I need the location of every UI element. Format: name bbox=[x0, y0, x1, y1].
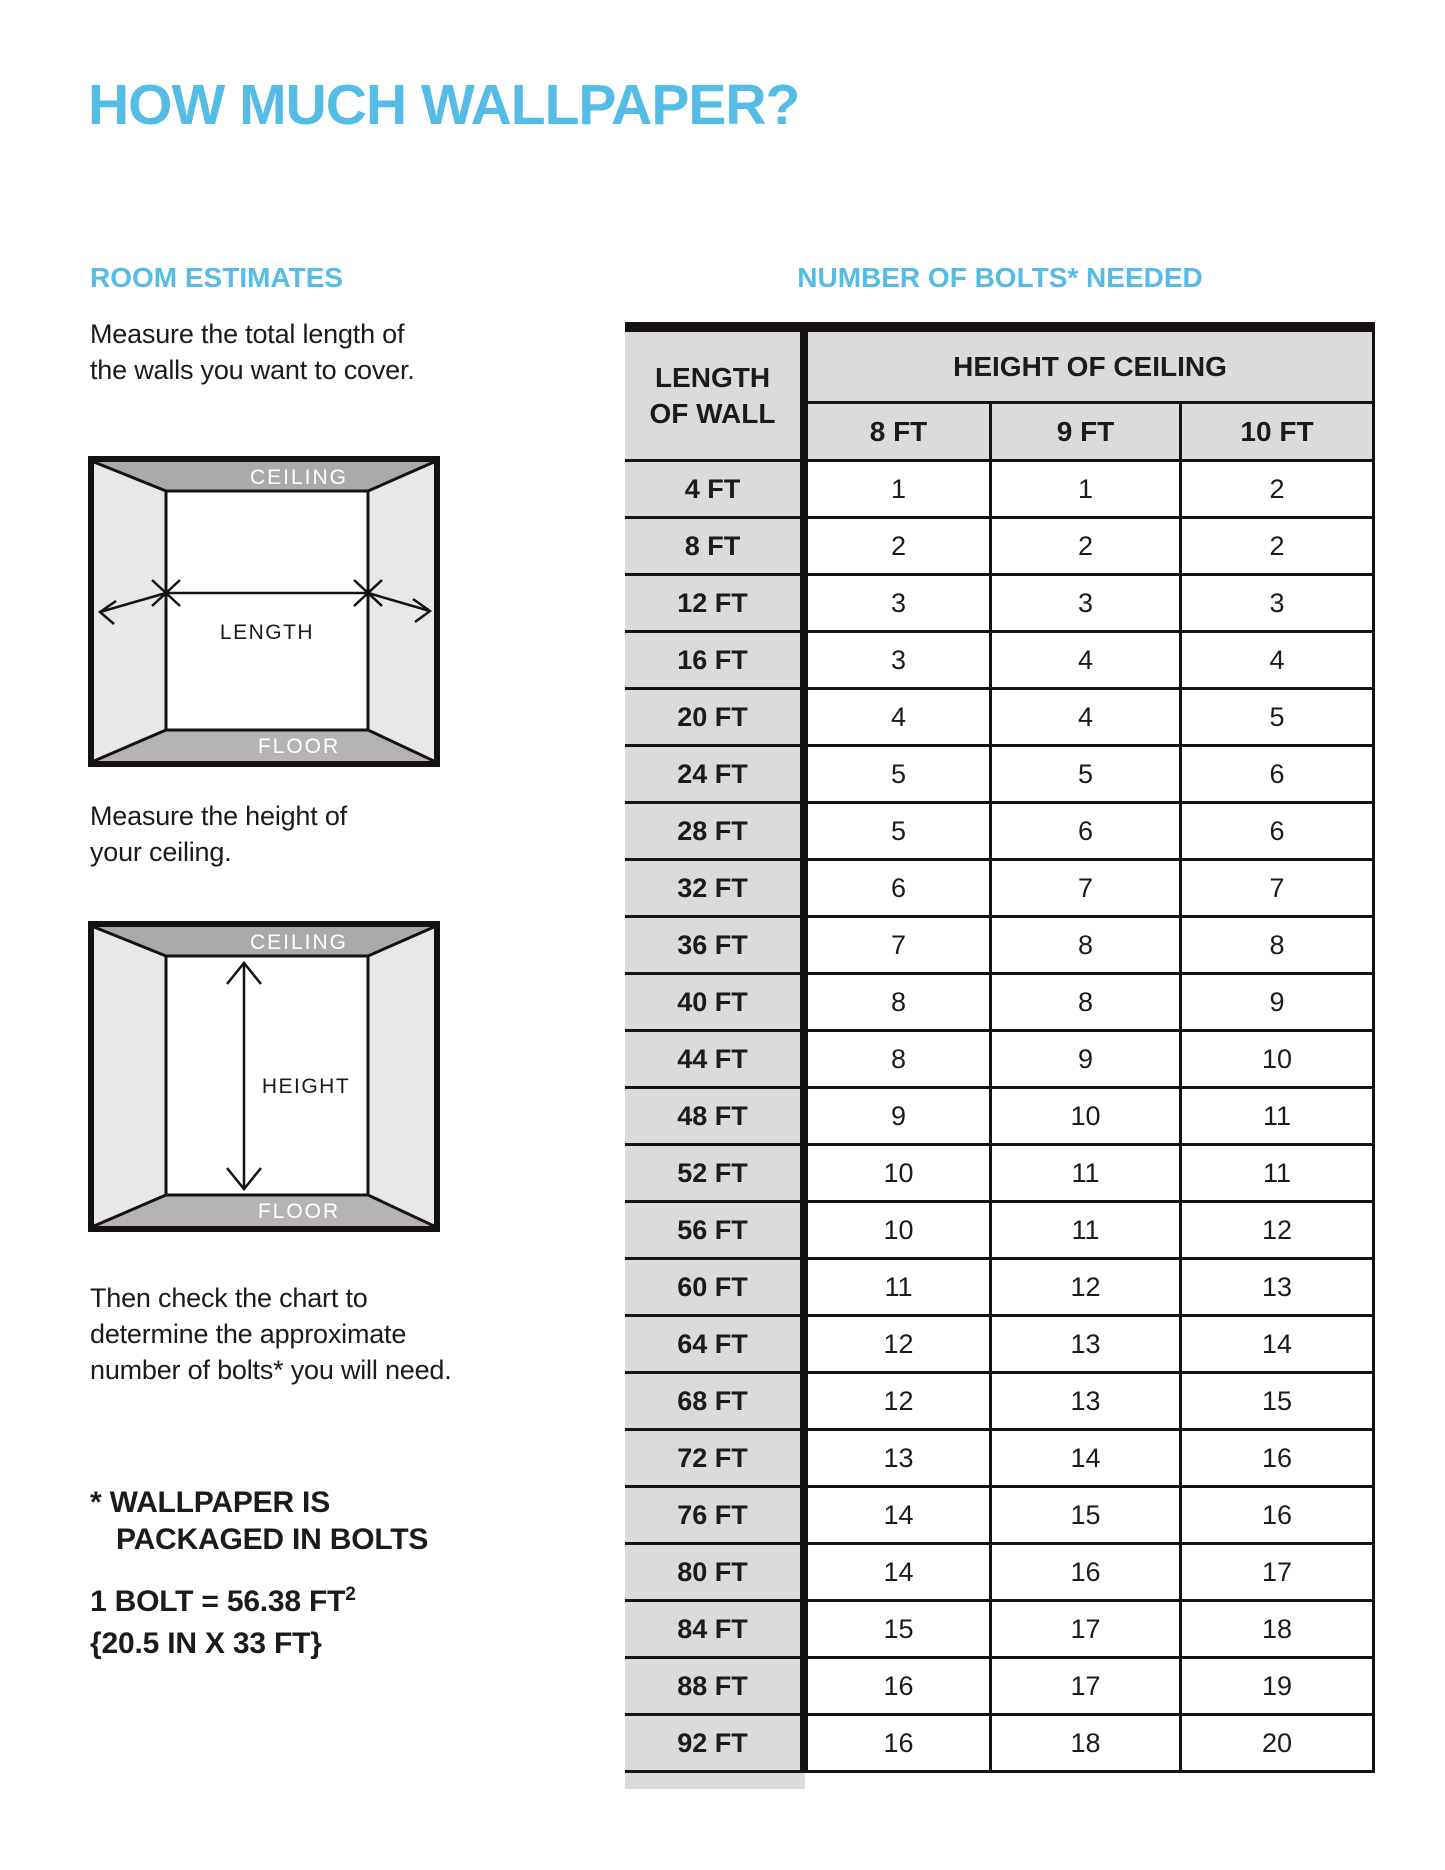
bolt-count-cell: 9 bbox=[808, 1089, 989, 1143]
right-wall-surface bbox=[368, 927, 434, 1226]
row-header-length: 16 FT bbox=[625, 633, 805, 687]
bolt-count-cell: 9 bbox=[1182, 975, 1372, 1029]
bolt-count-cell: 15 bbox=[992, 1488, 1179, 1542]
footnote-line: * WALLPAPER IS bbox=[90, 1486, 330, 1519]
check-chart-paragraph bbox=[90, 1280, 452, 1388]
bolt-count-cell: 7 bbox=[1182, 861, 1372, 915]
bolt-count-cell: 13 bbox=[992, 1317, 1179, 1371]
bolt-count-cell: 11 bbox=[992, 1146, 1179, 1200]
bolt-count-cell: 14 bbox=[808, 1488, 989, 1542]
length-of-wall-header bbox=[625, 332, 805, 459]
bolt-count-cell: 10 bbox=[808, 1146, 989, 1200]
row-header-length: 40 FT bbox=[625, 975, 805, 1029]
bolt-count-cell: 6 bbox=[1182, 747, 1372, 801]
bolts-footnote bbox=[90, 1484, 428, 1558]
floor-label: FLOOR bbox=[257, 735, 341, 758]
bolt-count-cell: 5 bbox=[992, 747, 1179, 801]
bolt-count-cell: 18 bbox=[992, 1716, 1179, 1770]
bolt-count-cell: 4 bbox=[808, 690, 989, 744]
floor-label: FLOOR bbox=[257, 1200, 341, 1223]
bolt-count-cell: 10 bbox=[1182, 1032, 1372, 1086]
bolt-count-cell: 7 bbox=[808, 918, 989, 972]
bolt-count-cell: 2 bbox=[1182, 519, 1372, 573]
table-footer-strip bbox=[625, 1773, 805, 1789]
bolt-count-cell: 9 bbox=[992, 1032, 1179, 1086]
bolt-count-cell: 3 bbox=[808, 576, 989, 630]
bolt-count-cell: 7 bbox=[992, 861, 1179, 915]
bolt-count-cell: 13 bbox=[992, 1374, 1179, 1428]
row-header-length: 76 FT bbox=[625, 1488, 805, 1542]
room-height-illustration bbox=[94, 927, 434, 1226]
row-header-length: 32 FT bbox=[625, 861, 805, 915]
header-line: OF WALL bbox=[649, 397, 776, 429]
row-header-length: 64 FT bbox=[625, 1317, 805, 1371]
bolt-count-cell: 20 bbox=[1182, 1716, 1372, 1770]
bolt-count-cell: 19 bbox=[1182, 1659, 1372, 1713]
bolts-table bbox=[625, 322, 1375, 1773]
row-header-length: 56 FT bbox=[625, 1203, 805, 1257]
row-header-length: 92 FT bbox=[625, 1716, 805, 1770]
column-header-10ft: 10 FT bbox=[1182, 404, 1372, 459]
bolt-count-cell: 11 bbox=[992, 1203, 1179, 1257]
bolt-count-cell: 4 bbox=[992, 690, 1179, 744]
row-header-length: 24 FT bbox=[625, 747, 805, 801]
paragraph-line: Then check the chart to bbox=[90, 1283, 368, 1313]
paragraph-line: determine the approximate bbox=[90, 1319, 407, 1349]
row-header-length: 8 FT bbox=[625, 519, 805, 573]
bolt-count-cell: 8 bbox=[992, 975, 1179, 1029]
bolt-dimensions: {20.5 IN X 33 FT} bbox=[90, 1627, 322, 1660]
bolt-count-cell: 15 bbox=[808, 1602, 989, 1656]
bolt-count-cell: 3 bbox=[992, 576, 1179, 630]
bolt-count-cell: 11 bbox=[1182, 1089, 1372, 1143]
bolt-count-cell: 16 bbox=[1182, 1488, 1372, 1542]
bolt-count-cell: 17 bbox=[1182, 1545, 1372, 1599]
measure-length-paragraph bbox=[90, 316, 415, 388]
column-header-8ft: 8 FT bbox=[808, 404, 989, 459]
bolt-count-cell: 11 bbox=[1182, 1146, 1372, 1200]
paragraph-line: your ceiling. bbox=[90, 837, 232, 867]
row-header-length: 88 FT bbox=[625, 1659, 805, 1713]
paragraph-line: number of bolts* you will need. bbox=[90, 1355, 452, 1385]
row-header-length: 52 FT bbox=[625, 1146, 805, 1200]
page-title: HOW MUCH WALLPAPER? bbox=[88, 73, 800, 137]
bolt-count-cell: 4 bbox=[992, 633, 1179, 687]
bolt-count-cell: 16 bbox=[808, 1659, 989, 1713]
bolt-count-cell: 12 bbox=[992, 1260, 1179, 1314]
bolt-count-cell: 1 bbox=[992, 462, 1179, 516]
ceiling-label: CEILING bbox=[249, 466, 349, 489]
paragraph-line: Measure the total length of bbox=[90, 319, 405, 349]
paragraph-line: the walls you want to cover. bbox=[90, 355, 415, 385]
bolt-count-cell: 12 bbox=[808, 1317, 989, 1371]
bolt-count-cell: 10 bbox=[808, 1203, 989, 1257]
bolt-count-cell: 16 bbox=[1182, 1431, 1372, 1485]
row-header-length: 20 FT bbox=[625, 690, 805, 744]
bolt-count-cell: 6 bbox=[1182, 804, 1372, 858]
bolt-count-cell: 2 bbox=[808, 519, 989, 573]
row-header-length: 12 FT bbox=[625, 576, 805, 630]
row-header-length: 84 FT bbox=[625, 1602, 805, 1656]
bolt-count-cell: 13 bbox=[808, 1431, 989, 1485]
row-header-length: 48 FT bbox=[625, 1089, 805, 1143]
bolt-count-cell: 17 bbox=[992, 1659, 1179, 1713]
footnote-line: PACKAGED IN BOLTS bbox=[116, 1523, 429, 1556]
bolt-count-cell: 11 bbox=[808, 1260, 989, 1314]
bolt-count-cell: 8 bbox=[992, 918, 1179, 972]
bolt-count-cell: 5 bbox=[1182, 690, 1372, 744]
bolt-count-cell: 8 bbox=[808, 975, 989, 1029]
bolt-count-cell: 2 bbox=[992, 519, 1179, 573]
bolt-count-cell: 16 bbox=[992, 1545, 1179, 1599]
column-header-9ft: 9 FT bbox=[992, 404, 1179, 459]
bolt-count-cell: 5 bbox=[808, 804, 989, 858]
row-header-length: 44 FT bbox=[625, 1032, 805, 1086]
room-height-diagram bbox=[88, 921, 440, 1232]
row-header-length: 68 FT bbox=[625, 1374, 805, 1428]
paragraph-line: Measure the height of bbox=[90, 801, 347, 831]
bolt-equation bbox=[90, 1585, 356, 1619]
bolt-count-cell: 1 bbox=[808, 462, 989, 516]
bolts-needed-heading: NUMBER OF BOLTS* NEEDED bbox=[797, 262, 1203, 293]
bolt-count-cell: 10 bbox=[992, 1089, 1179, 1143]
bolt-count-cell: 18 bbox=[1182, 1602, 1372, 1656]
bolt-count-cell: 5 bbox=[808, 747, 989, 801]
right-wall-surface bbox=[368, 462, 434, 761]
bolt-count-cell: 8 bbox=[1182, 918, 1372, 972]
bolt-count-cell: 3 bbox=[808, 633, 989, 687]
bolt-count-cell: 3 bbox=[1182, 576, 1372, 630]
bolt-count-cell: 8 bbox=[808, 1032, 989, 1086]
bolt-count-cell: 4 bbox=[1182, 633, 1372, 687]
row-header-length: 60 FT bbox=[625, 1260, 805, 1314]
row-header-length: 80 FT bbox=[625, 1545, 805, 1599]
bolt-count-cell: 16 bbox=[808, 1716, 989, 1770]
bolt-count-cell: 17 bbox=[992, 1602, 1179, 1656]
length-label: LENGTH bbox=[219, 621, 315, 644]
bolt-equation-superscript: 2 bbox=[345, 1584, 356, 1605]
header-line: LENGTH bbox=[654, 361, 771, 393]
room-length-illustration bbox=[94, 462, 434, 761]
bolt-count-cell: 2 bbox=[1182, 462, 1372, 516]
room-length-diagram bbox=[88, 456, 440, 767]
height-of-ceiling-header: HEIGHT OF CEILING bbox=[808, 332, 1372, 401]
height-label: HEIGHT bbox=[261, 1075, 351, 1098]
row-header-length: 28 FT bbox=[625, 804, 805, 858]
room-estimates-heading: ROOM ESTIMATES bbox=[90, 262, 344, 293]
bolt-count-cell: 14 bbox=[992, 1431, 1179, 1485]
measure-height-paragraph bbox=[90, 798, 347, 870]
ceiling-label: CEILING bbox=[249, 931, 349, 954]
bolt-equation-text: 1 BOLT = 56.38 FT bbox=[90, 1585, 346, 1618]
row-header-length: 4 FT bbox=[625, 462, 805, 516]
bolt-count-cell: 6 bbox=[992, 804, 1179, 858]
row-header-length: 72 FT bbox=[625, 1431, 805, 1485]
row-header-length: 36 FT bbox=[625, 918, 805, 972]
bolt-count-cell: 14 bbox=[808, 1545, 989, 1599]
back-wall-surface bbox=[166, 491, 368, 730]
left-wall-surface bbox=[94, 927, 166, 1226]
bolt-count-cell: 13 bbox=[1182, 1260, 1372, 1314]
bolt-count-cell: 6 bbox=[808, 861, 989, 915]
bolt-count-cell: 12 bbox=[808, 1374, 989, 1428]
bolt-count-cell: 12 bbox=[1182, 1203, 1372, 1257]
bolt-count-cell: 14 bbox=[1182, 1317, 1372, 1371]
bolt-count-cell: 15 bbox=[1182, 1374, 1372, 1428]
